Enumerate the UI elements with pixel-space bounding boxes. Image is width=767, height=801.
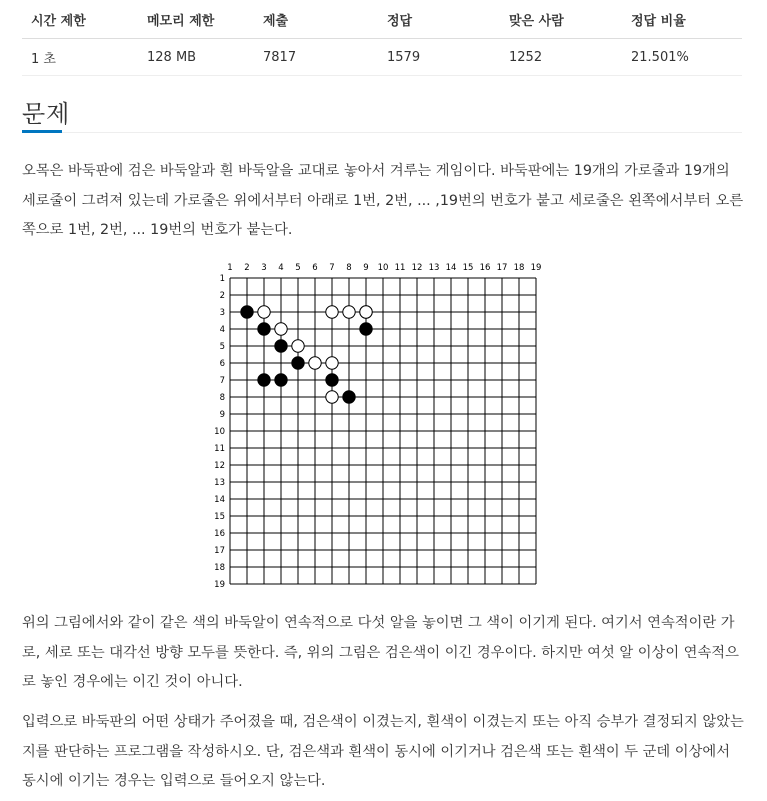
board-column-label: 6 — [312, 263, 318, 273]
board-column-label: 4 — [278, 263, 284, 273]
header-memory-limit: 메모리 제한 — [138, 0, 254, 39]
limits-header-row — [22, 0, 742, 39]
problem-description-task: 입력으로 바둑판의 어떤 상태가 주어졌을 때, 검은색이 이겼는지, 흰색이 이겼는지 또는 아직 승부가 결정되지 않았는지를 판단하는 프로그램을 작성하시오. 단, 검은색과 흰색이 동시에 이기거나 검은색 또는 흰색이 두 군데 이상에서 동시에 이기는 경우는 입력으로 들어오지 않는다. — [22, 714, 744, 789]
board-column-label: 19 — [530, 263, 542, 273]
section-heading — [22, 88, 742, 133]
board-column-label: 14 — [445, 263, 457, 273]
board-column-label: 7 — [329, 263, 335, 273]
board-row-label: 5 — [219, 342, 225, 352]
board-column-label: 9 — [363, 263, 369, 273]
black-stone — [275, 374, 287, 386]
white-stone — [343, 306, 355, 318]
black-stone — [258, 374, 270, 386]
section-title-underline — [22, 130, 62, 133]
board-column-label: 3 — [261, 263, 267, 273]
board-row-label: 7 — [219, 376, 225, 386]
board-row-label: 19 — [214, 580, 225, 590]
white-stone — [275, 323, 287, 335]
board-column-label: 12 — [411, 263, 423, 273]
white-stone — [258, 306, 270, 318]
omok-board-figure — [200, 258, 560, 593]
value-submissions: 7817 — [254, 39, 378, 76]
board-column-label: 11 — [394, 263, 406, 273]
header-submissions: 제출 — [254, 0, 378, 39]
board-column-label: 15 — [462, 263, 474, 273]
board-column-label: 2 — [244, 263, 250, 273]
limits-table — [22, 0, 742, 76]
board-row-label: 8 — [219, 393, 225, 403]
section-title: 문제 — [22, 100, 71, 128]
board-row-label: 18 — [214, 563, 225, 573]
white-stone — [309, 357, 321, 369]
board-row-label: 13 — [214, 478, 225, 488]
board-row-label: 10 — [214, 427, 225, 437]
board-row-label: 15 — [214, 512, 225, 522]
board-row-label: 3 — [219, 308, 225, 318]
white-stone — [326, 306, 338, 318]
board-row-label: 9 — [219, 410, 225, 420]
board-row-label: 2 — [219, 291, 225, 301]
black-stone — [275, 340, 287, 352]
board-column-label: 18 — [513, 263, 525, 273]
board-column-label: 10 — [377, 263, 389, 273]
header-accept-ratio: 정답 비율 — [622, 0, 742, 39]
problem-description-rules: 위의 그림에서와 같이 같은 색의 바둑알이 연속적으로 다섯 알을 놓이면 그 색이 이기게 된다. 여기서 연속적이란 가로, 세로 또는 대각선 방향 모두를 뜻한다. 즉, 위의 그림은 검은색이 이긴 경우이다. 하지만 여섯 알 이상이 연속적으로 놓인 경우에는 이긴 것이 아니다. — [22, 615, 739, 690]
value-solved-users: 1252 — [500, 39, 622, 76]
board-column-label: 17 — [496, 263, 508, 273]
omok-board — [200, 258, 560, 593]
board-row-label: 1 — [219, 274, 225, 284]
white-stone — [326, 357, 338, 369]
board-row-label: 16 — [214, 529, 225, 539]
board-row-label: 6 — [219, 359, 225, 369]
board-row-label: 17 — [214, 546, 225, 556]
board-column-label: 8 — [346, 263, 352, 273]
value-accept-ratio: 21.501% — [622, 39, 742, 76]
limits-value-row — [22, 39, 742, 76]
board-row-label: 14 — [214, 495, 225, 505]
board-column-label: 5 — [295, 263, 301, 273]
value-time-limit: 1 초 — [22, 39, 138, 76]
white-stone — [326, 391, 338, 403]
board-column-label: 1 — [227, 263, 233, 273]
value-memory-limit: 128 MB — [138, 39, 254, 76]
black-stone — [292, 357, 304, 369]
board-row-label: 11 — [214, 444, 225, 454]
board-row-label: 4 — [219, 325, 225, 335]
board-column-label: 13 — [428, 263, 440, 273]
board-column-label: 16 — [479, 263, 491, 273]
header-accepted: 정답 — [378, 0, 500, 39]
black-stone — [241, 306, 253, 318]
board-row-label: 12 — [214, 461, 225, 471]
value-accepted: 1579 — [378, 39, 500, 76]
black-stone — [360, 323, 372, 335]
white-stone — [292, 340, 304, 352]
black-stone — [326, 374, 338, 386]
white-stone — [360, 306, 372, 318]
problem-description-intro: 오목은 바둑판에 검은 바둑알과 흰 바둑알을 교대로 놓아서 겨루는 게임이다. 바둑판에는 19개의 가로줄과 19개의 세로줄이 그려져 있는데 가로줄은 위에서부터 아래로 1번, 2번, ... ,19번의 번호가 붙고 세로줄은 왼쪽에서부터 오른쪽으로 1번, 2번, ... 19번의 번호가 붙는다. — [22, 163, 744, 238]
header-solved-users: 맞은 사람 — [500, 0, 622, 39]
black-stone — [258, 323, 270, 335]
black-stone — [343, 391, 355, 403]
header-time-limit: 시간 제한 — [22, 0, 138, 39]
